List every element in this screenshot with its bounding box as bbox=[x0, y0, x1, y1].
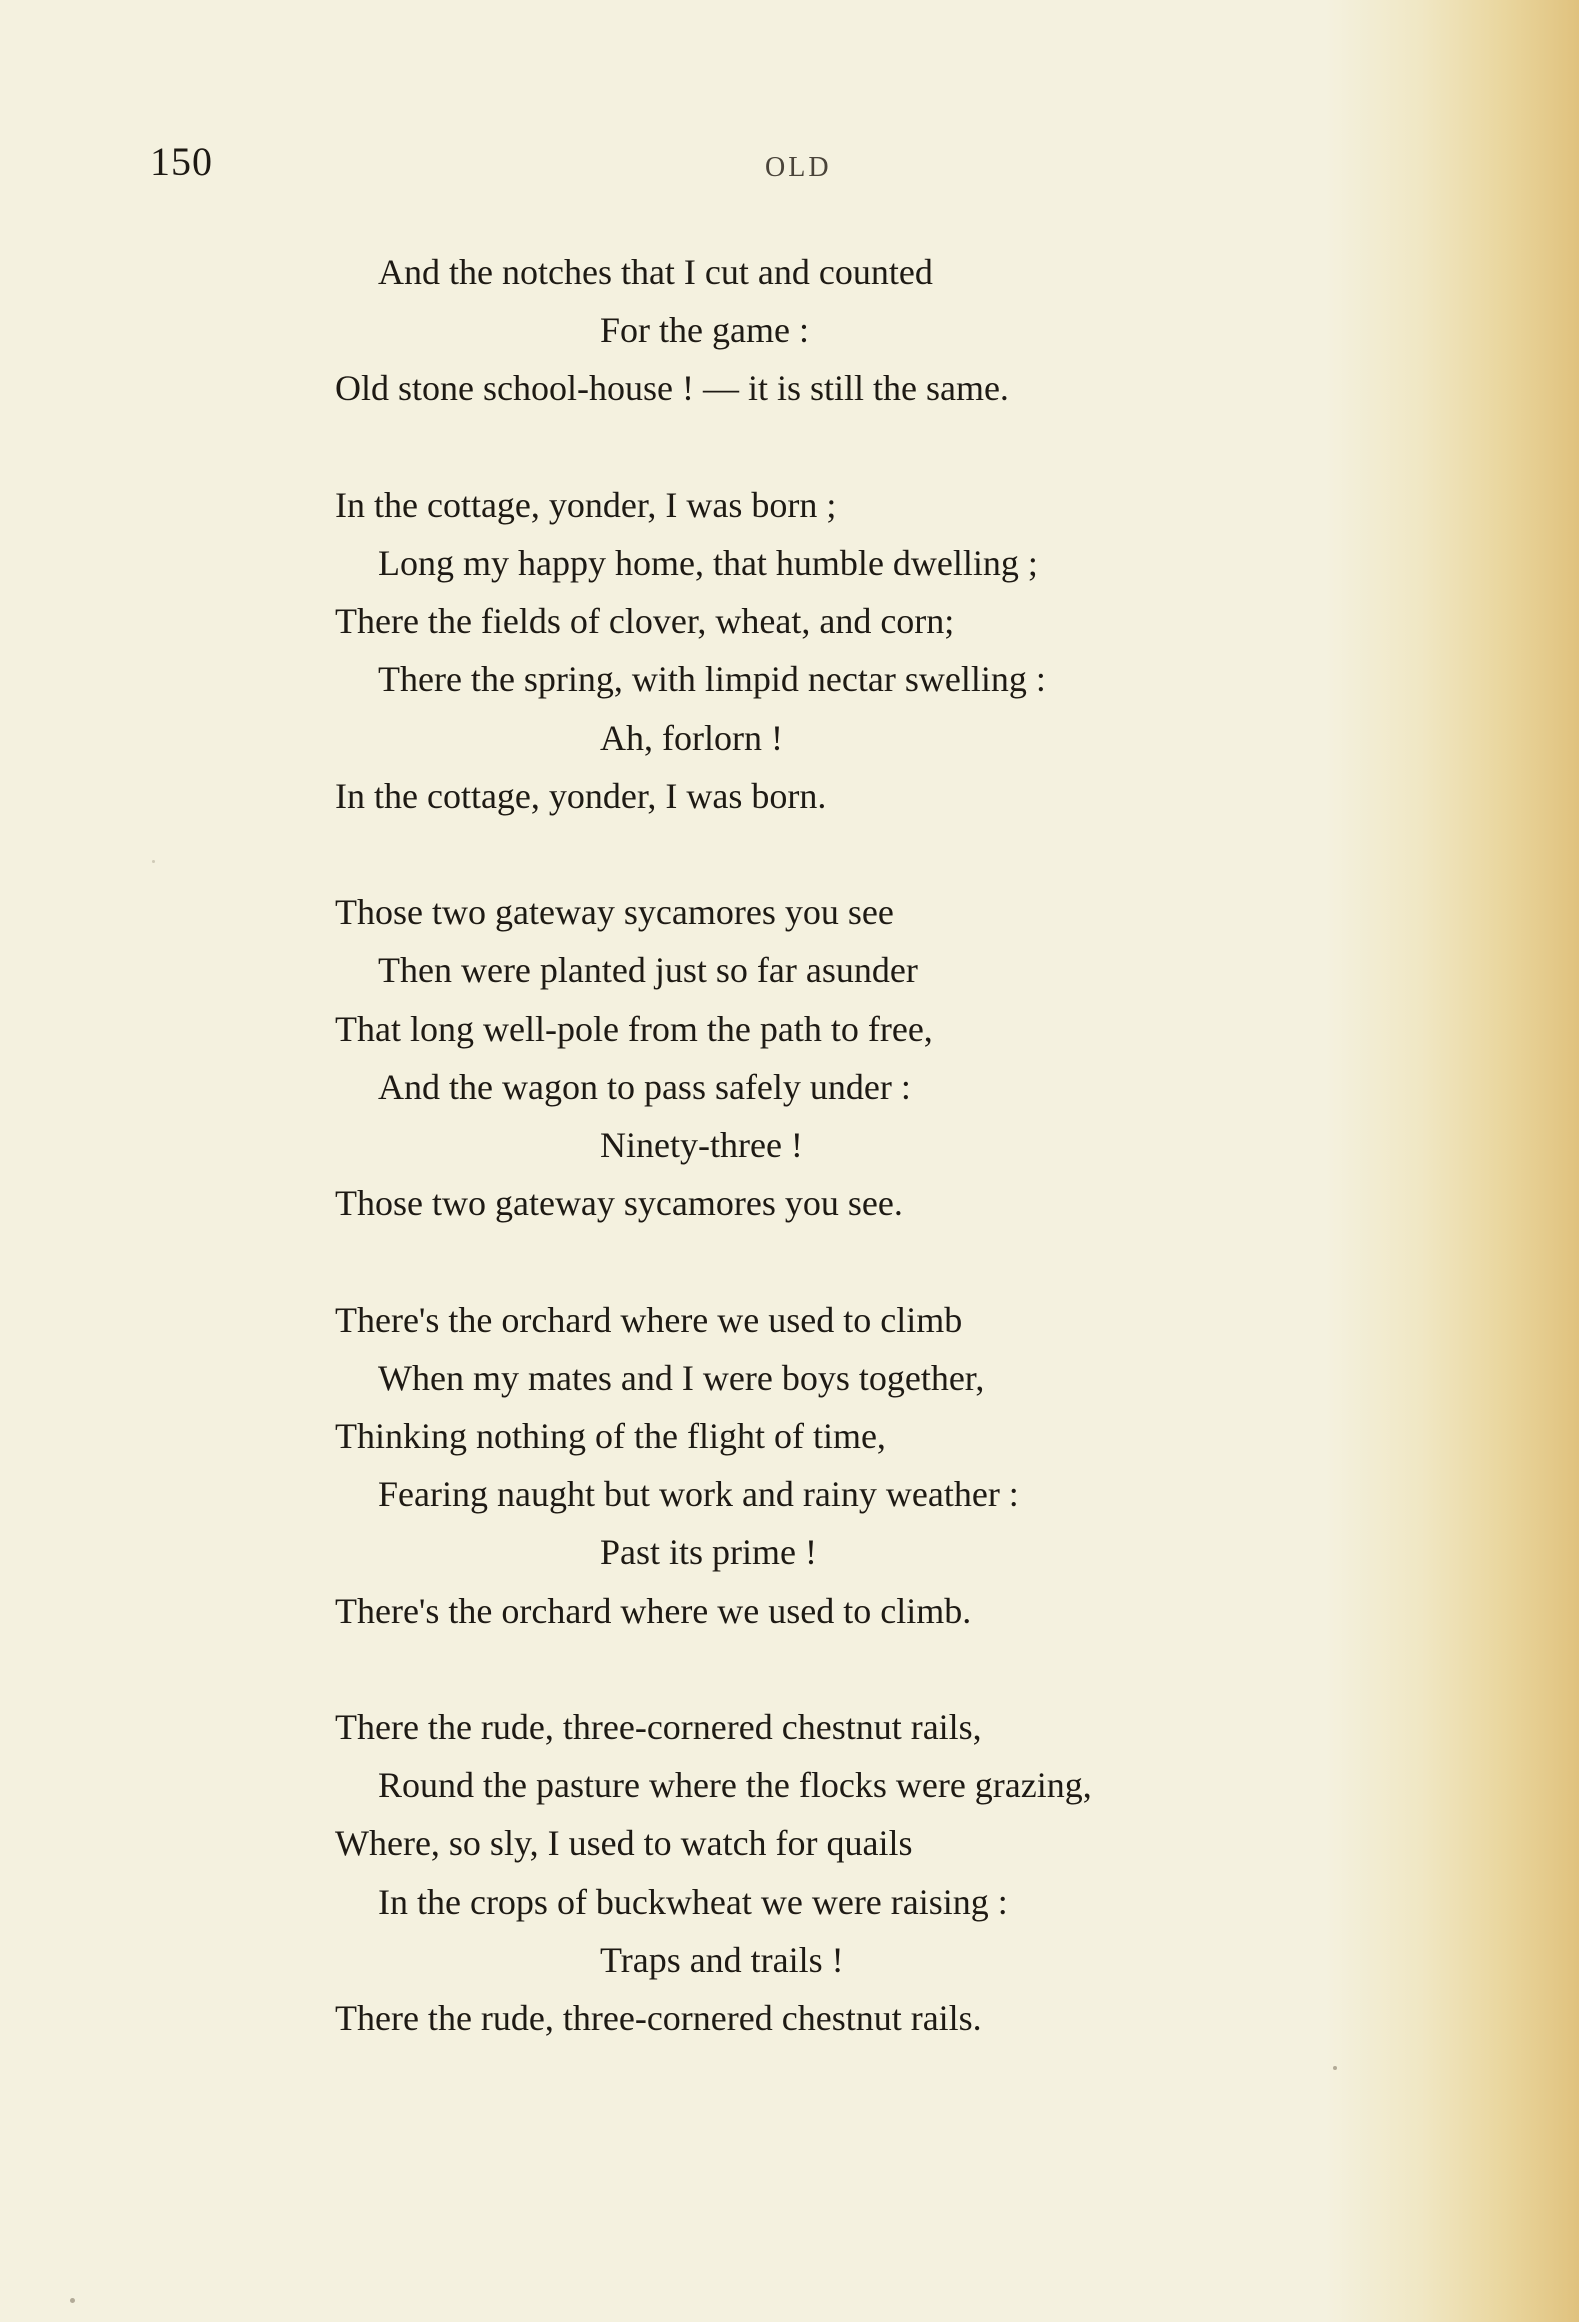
poem-line: Fearing naught but work and rainy weather : bbox=[378, 1474, 1019, 1515]
poem-line: There's the orchard where we used to climb. bbox=[335, 1590, 972, 1631]
poem-line: Then were planted just so far asunder bbox=[378, 950, 918, 991]
poem-line: For the game : bbox=[600, 310, 809, 351]
poem-line: Where, so sly, I used to watch for quails bbox=[335, 1823, 913, 1864]
poem-line: Thinking nothing of the flight of time, bbox=[335, 1416, 886, 1456]
poem-line: Old stone school-house ! — it is still the same. bbox=[335, 368, 1009, 409]
poem-line: Past its prime ! bbox=[600, 1532, 817, 1573]
poem-line: Ninety-three ! bbox=[600, 1125, 803, 1165]
poem-line: And the wagon to pass safely under : bbox=[378, 1066, 911, 1107]
poem-line: There the fields of clover, wheat, and corn; bbox=[335, 601, 955, 642]
poem-line: In the cottage, yonder, I was born ; bbox=[335, 484, 837, 525]
poem-line: Round the pasture where the flocks were grazing, bbox=[378, 1765, 1092, 1806]
poem-line: Traps and trails ! bbox=[600, 1939, 844, 1980]
poem-line: Long my happy home, that humble dwelling ; bbox=[378, 543, 1038, 583]
poem-line: In the cottage, yonder, I was born. bbox=[335, 775, 827, 816]
running-head: OLD bbox=[765, 152, 832, 183]
poem-line: Those two gateway sycamores you see. bbox=[335, 1183, 903, 1224]
poem-line: When my mates and I were boys together, bbox=[378, 1357, 985, 1398]
poem-line: There the spring, with limpid nectar swelling : bbox=[378, 659, 1046, 700]
poem-line: There the rude, three-cornered chestnut rails. bbox=[335, 1998, 982, 2038]
poem-line: There's the orchard where we used to climb bbox=[335, 1299, 963, 1340]
poem-line: That long well-pole from the path to free, bbox=[335, 1008, 933, 1049]
paper-speck bbox=[70, 2298, 75, 2303]
page-number: 150 bbox=[150, 139, 213, 184]
poem-line: In the crops of buckwheat we were raising : bbox=[378, 1881, 1008, 1922]
poem-line: Those two gateway sycamores you see bbox=[335, 892, 894, 933]
poem-line: And the notches that I cut and counted bbox=[378, 252, 933, 292]
paper-speck bbox=[152, 860, 155, 863]
poem-line: There the rude, three-cornered chestnut rails, bbox=[335, 1707, 982, 1747]
poem-line: Ah, forlorn ! bbox=[600, 717, 783, 758]
paper-speck bbox=[1333, 2066, 1337, 2070]
